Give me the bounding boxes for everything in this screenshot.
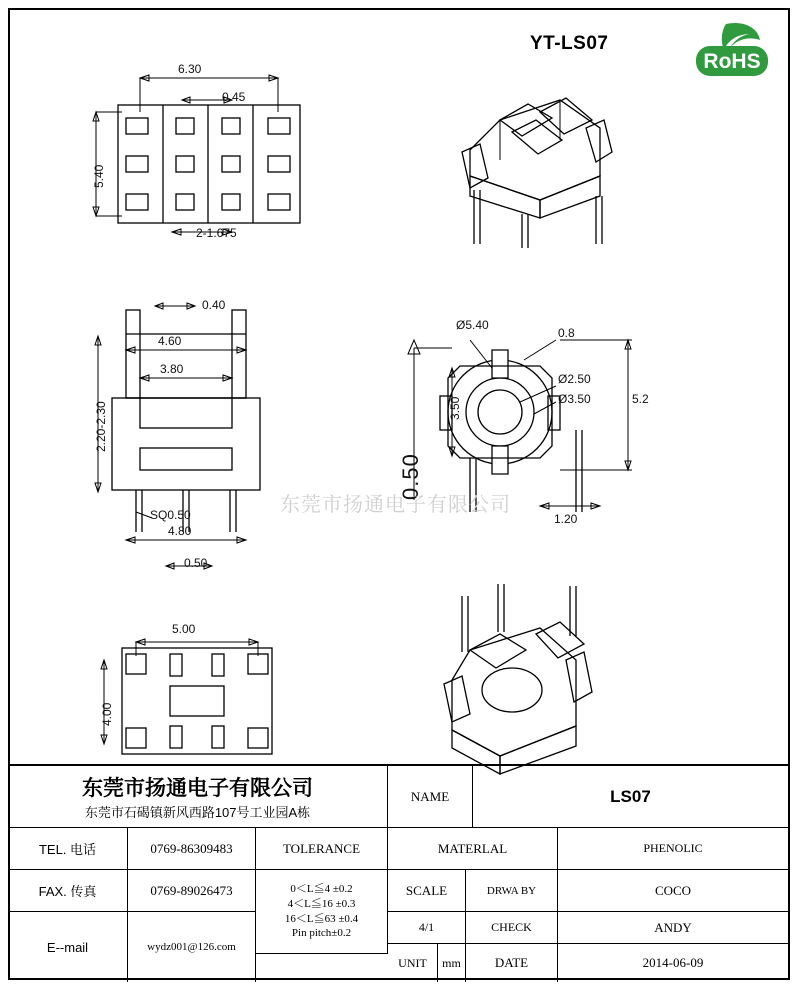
fax-label: FAX. 传真: [8, 870, 128, 912]
unit-label: UNIT: [388, 944, 438, 982]
scale-label: SCALE: [388, 870, 466, 912]
material-value: PHENOLIC: [558, 828, 788, 870]
dim-3-80: 3.80: [160, 362, 184, 376]
tolerance-row-3: 16＜L≦63 ±0.4: [284, 912, 359, 925]
tolerance-label: TOLERANCE: [256, 828, 388, 870]
scale-value: 4/1: [388, 912, 466, 944]
material-label: MATERLAL: [388, 828, 558, 870]
dim-0-50-bottom: 0.50: [184, 556, 208, 570]
dim-4-60: 4.60: [158, 334, 182, 348]
dim-0-50-section: 0.50: [398, 453, 423, 500]
dim-0-8: 0.8: [558, 326, 575, 340]
dim-4-00: 4.00: [100, 702, 114, 726]
dim-d2-50: Ø2.50: [558, 372, 591, 386]
drawn-by-value: COCO: [558, 870, 788, 912]
company-address: 东莞市石碣镇新风西路107号工业园A栋: [84, 805, 311, 820]
dim-2-20-2-30: 2.20-2.30: [94, 401, 108, 452]
email-value: wydz001@126.com: [128, 912, 256, 982]
tel-value: 0769-86309483: [128, 828, 256, 870]
title-block: [8, 764, 790, 980]
dim-6-30: 6.30: [178, 62, 202, 76]
dim-0-45: 0.45: [222, 90, 246, 104]
watermark: 东莞市扬通电子有限公司: [280, 494, 511, 516]
tolerance-row-2: 4＜L≦16 ±0.3: [287, 897, 356, 910]
email-label: E--mail: [8, 912, 128, 982]
name-label: NAME: [388, 766, 473, 828]
fax-value: 0769-89026473: [128, 870, 256, 912]
dim-2-1-675: 2-1.675: [196, 226, 237, 240]
tolerance-values: [256, 870, 388, 954]
date-value: 2014-06-09: [642, 955, 704, 970]
page-title: YT-LS07: [530, 33, 609, 54]
company-cell: [8, 766, 388, 828]
dim-d5-40: Ø5.40: [456, 318, 489, 332]
check-label: CHECK: [466, 912, 558, 944]
check-value: ANDY: [558, 912, 788, 944]
tolerance-row-1: 0＜L≦4 ±0.2: [290, 882, 353, 895]
dim-3-50: 3.50: [448, 396, 462, 420]
dim-4-80: 4.80: [168, 524, 192, 538]
drawn-by-label: DRWA BY: [466, 870, 558, 912]
dim-d3-50: Ø3.50: [558, 392, 591, 406]
tel-label: TEL. 电话: [8, 828, 128, 870]
dim-sq0-50: SQ0.50: [150, 508, 191, 522]
dim-5-2: 5.2: [632, 392, 649, 406]
dim-5-00: 5.00: [172, 622, 196, 636]
dim-5-40: 5.40: [92, 164, 106, 188]
name-value: LS07: [473, 766, 788, 828]
svg-text:RoHS: RoHS: [703, 50, 761, 73]
dim-0-40: 0.40: [202, 298, 226, 312]
unit-value: mm: [438, 944, 466, 982]
tolerance-row-4: Pin pitch±0.2: [291, 927, 352, 940]
date-label: DATE: [466, 944, 558, 982]
dim-1-20: 1.20: [554, 512, 578, 526]
company-name: 东莞市扬通电子有限公司: [82, 777, 313, 800]
